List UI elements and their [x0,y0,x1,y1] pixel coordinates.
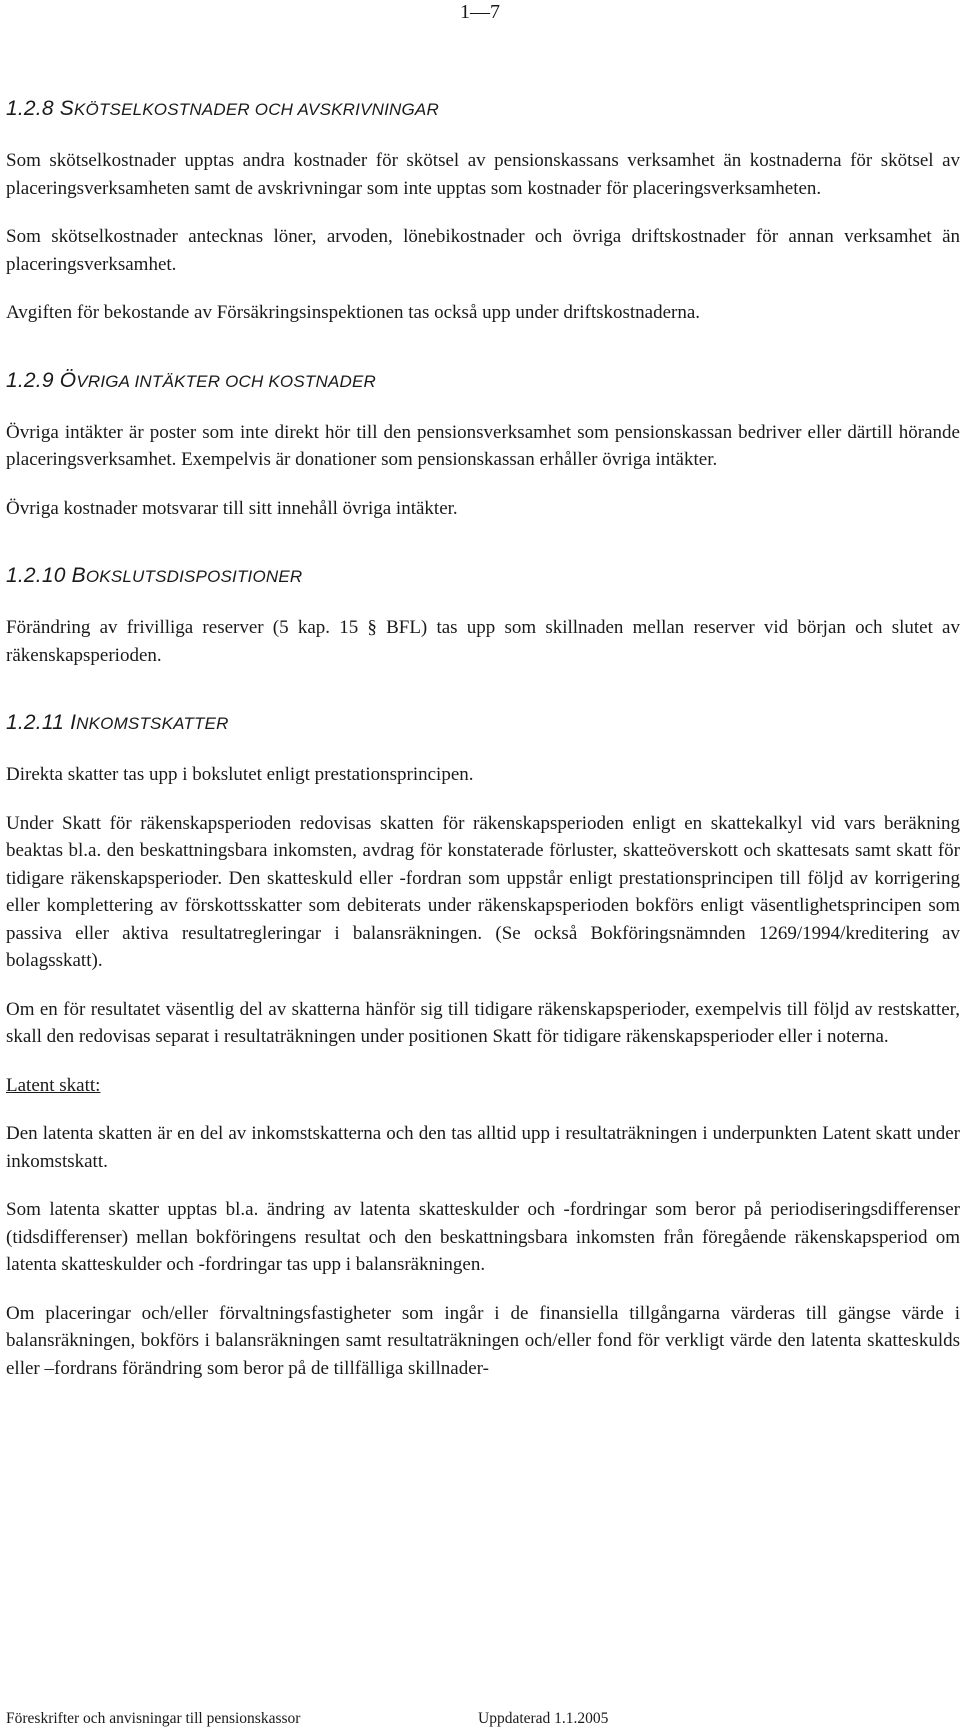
heading-text: OKSLUTSDISPOSITIONER [85,567,303,586]
heading-initial: Ö [59,368,77,392]
paragraph: Direkta skatter tas upp i bokslutet enligt prestationsprincipen. [6,764,474,785]
paragraph: Avgiften för bekostande av Försäkringsinspektionen tas också upp under driftskostnaderna. [6,302,701,323]
paragraph: Som latenta skatter upptas bl.a. ändring av latenta skatteskulder och -fordringar som beror på periodiseringsdifferenser (tidsdifferenser) mellan bokföringens resultat och den beskattningsbara inkomsten från föregående räkenskapsperiod om latenta skatteskulder och -fordringar tas upp i balansräkningen. [6,1199,960,1275]
paragraph: Övriga intäkter är poster som inte direkt hör till den pensionsverksamhet som pensionskassan bedriver eller därtill hörande placeringsverksamhet. Exempelvis är donationer som pensionskassan erhåller övriga intäkter. [6,421,960,470]
heading-text: NKOMSTSKATTER [76,714,229,733]
heading-text: KÖTSELKOSTNADER OCH AVSKRIVNINGAR [73,100,439,119]
section-heading [6,368,960,395]
paragraph: Som skötselkostnader upptas andra kostnader för skötsel av pensionskassans verksamhet än kostnaderna för skötsel av placeringsverksamheten samt de avskrivningar som inte upptas som kostnader för placeringsverksamheten. [6,150,960,199]
heading-number: 1.2.11 [6,711,65,734]
page-number: 1—7 [460,1,500,23]
heading-number: 1.2.8 [6,97,54,120]
heading-initial: I [70,711,77,734]
section-1-2-9 [6,368,960,523]
footer-publication-title: Föreskrifter och anvisningar till pensionskassor [6,1710,301,1727]
paragraph: Övriga kostnader motsvarar till sitt innehåll övriga intäkter. [6,497,458,519]
heading-number: 1.2.9 [6,368,54,392]
document-body [6,96,960,1403]
paragraph: Den latenta skatten är en del av inkomstskatterna och den tas alltid upp i resultaträkningen i underpunkten Latent skatt under inkomstskatt. [6,1123,960,1172]
paragraph: Förändring av frivilliga reserver (5 kap. 15 § BFL) tas upp som skillnaden mellan reserver vid början och slutet av räkenskapsperioden. [6,617,960,666]
heading-text: VRIGA INTÄKTER OCH KOSTNADER [76,371,376,391]
heading-initial: S [59,97,74,120]
section-heading [6,96,960,123]
paragraph: Om en för resultatet väsentlig del av skatterna hänför sig till tidigare räkenskapsperioder, exempelvis till följd av restskatter, skall den redovisas separat i resultaträkningen under positionen Skatt för tidigare räkenskapsperioder eller i noterna. [6,998,960,1047]
footer-updated-date: Uppdaterad 1.1.2005 [478,1710,609,1727]
section-1-2-11 [6,710,960,1382]
paragraph: Som skötselkostnader antecknas löner, arvoden, lönebikostnader och övriga driftskostnader för annan verksamhet än placeringsverksamhet. [6,226,960,275]
paragraph: Under Skatt för räkenskapsperioden redovisas skatten för räkenskapsperioden enligt en skattekalkyl vid vars beräkning beaktas bl.a. den beskattningsbara inkomsten, avdrag för konstaterade förluster, skatteöverskott och skattesats samt skatt för tidigare räkenskapsperioder. Den skatteskuld eller -fordran som uppstår enligt prestationsprincipen till följd av korrigering eller komplettering av förskottsskatter som debiterats under räkenskapsperioden bokförs enligt väsentlighetsprincipen som passiva eller aktiva resultatregleringar i balansräkningen. (Se också Bokföringsnämnden 1269/1994/kreditering av bolagsskatt). [6,812,960,971]
section-heading [6,710,960,737]
latent-tax-label: Latent skatt: [6,1074,101,1096]
section-heading [6,563,960,590]
heading-number: 1.2.10 [6,564,66,587]
section-1-2-8 [6,96,960,327]
heading-initial: B [71,564,86,587]
paragraph: Om placeringar och/eller förvaltningsfastigheter som ingår i de finansiella tillgångarna värderas till gängse värde i balansräkningen, bokförs i balansräkningen samt resultaträkningen och/eller fond för verkligt värde den latenta skatteskulds eller –fordrans förändring som beror på de tillfälliga skillnader- [6,1302,960,1379]
section-1-2-10 [6,563,960,669]
